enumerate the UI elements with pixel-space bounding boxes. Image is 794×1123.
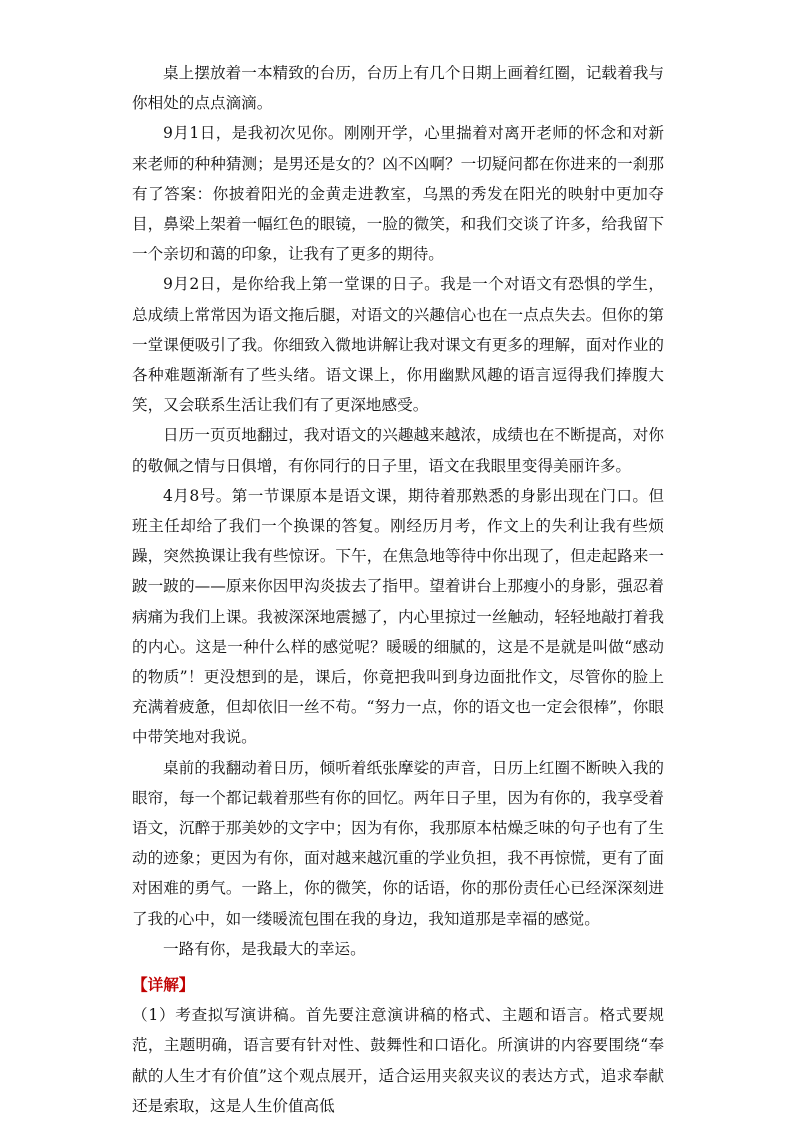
detail-heading: 【详解】 [132,976,195,995]
essay-paragraph-1: 桌上摆放着一本精致的台历，台历上有几个日期上画着红圈，记载着我与你相处的点点滴滴。 [132,64,664,113]
essay-paragraph-3: 9月2日，是你给我上第一堂课的日子。我是一个对语文有恐惧的学生，总成绩上常常因为语文拖后腿，对语文的兴趣信心也在一点点失去。但你的第一堂课便吸引了我。你细致入微地讲解让我对课文有更多的理解，面对作业的各种难题渐渐有了些头绪。语文课上，你用幽默风趣的语言逗得我们捧腹大笑，又会联系生活让我们有了更深地感受。 [132,275,664,415]
essay-content [132,58,664,1121]
essay-paragraph-2: 9月1日，是我初次见你。刚刚开学，心里揣着对离开老师的怀念和对新来老师的种种猜测；是男还是女的？凶不凶啊？一切疑问都在你进来的一刹那有了答案：你披着阳光的金黄走进教室，乌黑的秀发在阳光的映射中更加夺目，鼻梁上架着一幅红色的眼镜，一脸的微笑，和我们交谈了许多，给我留下一个亲切和蔼的印象，让我有了更多的期待。 [132,124,664,264]
essay-paragraph-5: 4月8号。第一节课原本是语文课，期待着那熟悉的身影出现在门口。但班主任却给了我们一个换课的答复。刚经历月考，作文上的失利让我有些烦躁，突然换课让我有些惊讶。下午，在焦急地等待中你出现了，但走起路来一跛一跛的——原来你因甲沟炎拔去了指甲。望着讲台上那瘦小的身影，强忍着病痛为我们上课。我被深深地震撼了，内心里掠过一丝触动，轻轻地敲打着我的内心。这是一种什么样的感觉呢？暖暖的细腻的，这是不是就是叫做“感动的物质”！更没想到的是，课后，你竟把我叫到身边面批作文，尽管你的脸上充满着疲惫，但却依旧一丝不苟。“努力一点，你的语文也一定会很棒”，你眼中带笑地对我说。 [132,486,664,747]
essay-paragraph-4: 日历一页页地翻过，我对语文的兴趣越来越浓，成绩也在不断提高，对你的敬佩之情与日俱增，有你同行的日子里，语文在我眼里变得美丽许多。 [132,426,664,475]
essay-paragraph-7: 一路有你，是我最大的幸运。 [163,939,366,958]
essay-paragraph-6: 桌前的我翻动着日历，倾听着纸张摩娑的声音，日历上红圈不断映入我的眼帘，每一个都记载着那些有你的回忆。两年日子里，因为有你的，我享受着语文，沉醉于那美妙的文字中；因为有你，我那原本枯燥乏味的句子也有了生动的迹象；更因为有你，面对越来越沉重的学业负担，我不再惊慌，更有了面对困难的勇气。一路上，你的微笑，你的话语，你的那份责任心已经深深刻进了我的心中，如一缕暖流包围在我的身边，我知道那是幸福的感觉。 [132,758,664,928]
detail-explanation: （1）考查拟写演讲稿。首先要注意演讲稿的格式、主题和语言。格式要规范，主题明确，语言要有针对性、鼓舞性和口语化。所演讲的内容要围绕“奉献的人生才有价值”这个观点展开，适合运用夹叙夹议的表达方式，追求奉献还是索取，这是人生价值高低 [132,1006,664,1115]
